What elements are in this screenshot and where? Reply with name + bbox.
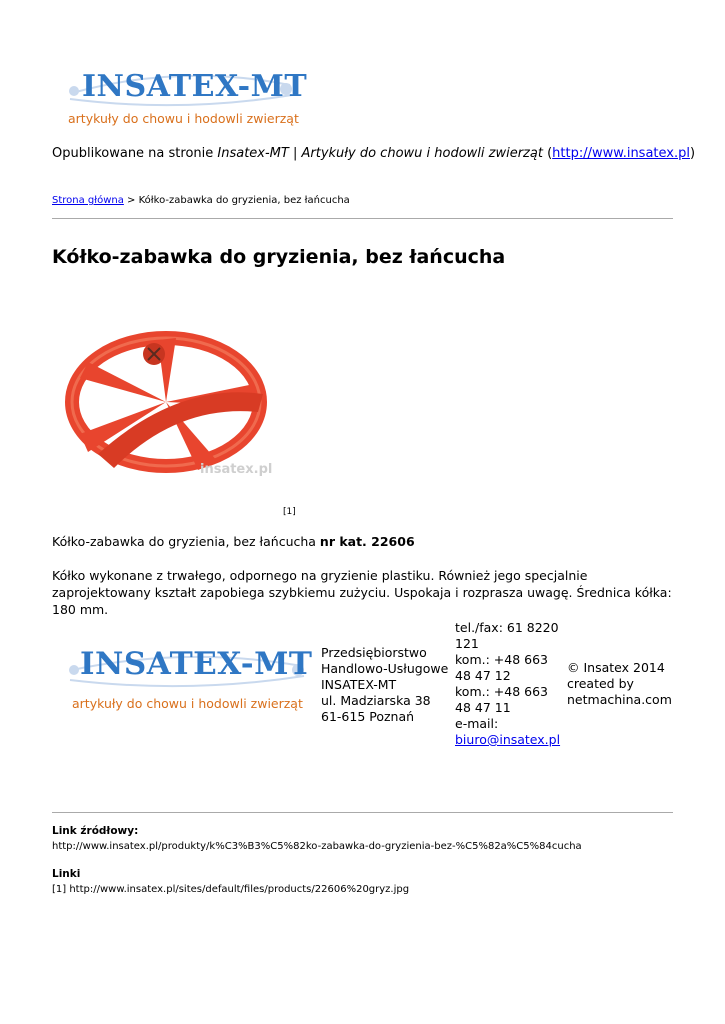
divider-bottom bbox=[52, 812, 673, 813]
logo-title: INSATEX-MT bbox=[82, 69, 308, 104]
paren-close: ) bbox=[689, 146, 696, 161]
divider-top bbox=[52, 218, 673, 219]
breadcrumb-separator: > bbox=[123, 195, 139, 206]
product-caption bbox=[52, 534, 415, 549]
breadcrumb-current: Kółko-zabawka do gryzienia, bez łańcucha bbox=[138, 195, 350, 206]
footer-logo-title: INSATEX-MT bbox=[80, 646, 313, 682]
contact-line: tel./fax: 61 8220 bbox=[455, 620, 559, 635]
site-url-link[interactable]: http://www.insatex.pl bbox=[552, 146, 690, 161]
company-line: Handlowo-Usługowe bbox=[321, 661, 449, 676]
caption-text: Kółko-zabawka do gryzienia, bez łańcucha bbox=[52, 534, 320, 549]
links-item: [1] http://www.insatex.pl/sites/default/files/products/22606%20gryz.jpg bbox=[52, 884, 410, 895]
catalog-number: nr kat. 22606 bbox=[319, 534, 415, 549]
published-prefix: Opublikowane na stronie bbox=[52, 146, 218, 161]
footer-copyright bbox=[567, 660, 672, 708]
source-url: http://www.insatex.pl/produkty/k%C3%B3%C5%82ko-zabawka-do-gryzienia-bez-%C5%82a%C5%84cucha bbox=[52, 841, 582, 852]
email-link[interactable]: biuro@insatex.pl bbox=[455, 732, 561, 747]
company-line: Przedsiębiorstwo bbox=[321, 645, 427, 660]
company-line: 61-615 Poznań bbox=[321, 709, 415, 724]
footer-company bbox=[321, 645, 448, 725]
product-description: Kółko wykonane z trwałego, odpornego na gryzienie plastiku. Również jego specjalnie zaprojektowany kształt zapobiega szybkiemu zużyciu. Uspokaja i rozprasza uwagę. Średnica kółka: 180 mm. bbox=[52, 568, 672, 617]
breadcrumb bbox=[52, 195, 350, 206]
paren-open: ( bbox=[542, 146, 553, 161]
breadcrumb-home-link[interactable]: Strona główna bbox=[52, 195, 124, 206]
page-title: Kółko-zabawka do gryzienia, bez łańcucha bbox=[52, 246, 506, 268]
logo-subtitle: artykuły do chowu i hodowli zwierząt bbox=[68, 111, 299, 126]
contact-line: kom.: +48 663 bbox=[455, 684, 548, 699]
published-line bbox=[52, 146, 695, 161]
contact-line: 121 bbox=[455, 636, 479, 651]
site-name: Insatex-MT | Artykuły do chowu i hodowli zwierząt bbox=[217, 146, 543, 161]
company-line: ul. Madziarska 38 bbox=[321, 693, 431, 708]
contact-line: 48 47 11 bbox=[455, 700, 511, 715]
source-label: Link źródłowy: bbox=[52, 825, 139, 837]
footer-logo bbox=[62, 640, 312, 720]
header-logo bbox=[60, 55, 308, 135]
copyright-line: netmachina.com bbox=[567, 692, 672, 707]
image-watermark: insatex.pl bbox=[200, 462, 273, 477]
footer-logo-subtitle: artykuły do chowu i hodowli zwierząt bbox=[72, 696, 303, 711]
contact-line: kom.: +48 663 bbox=[455, 652, 548, 667]
contact-line: e-mail: bbox=[455, 716, 499, 731]
copyright-line: created by bbox=[567, 676, 634, 691]
footer-contact bbox=[455, 620, 560, 748]
company-line: INSATEX-MT bbox=[321, 677, 397, 692]
product-image bbox=[58, 322, 273, 487]
contact-line: 48 47 12 bbox=[455, 668, 511, 683]
copyright-line: © Insatex 2014 bbox=[567, 660, 665, 675]
image-ref-link[interactable]: [1] bbox=[283, 507, 296, 517]
links-label: Linki bbox=[52, 868, 81, 880]
